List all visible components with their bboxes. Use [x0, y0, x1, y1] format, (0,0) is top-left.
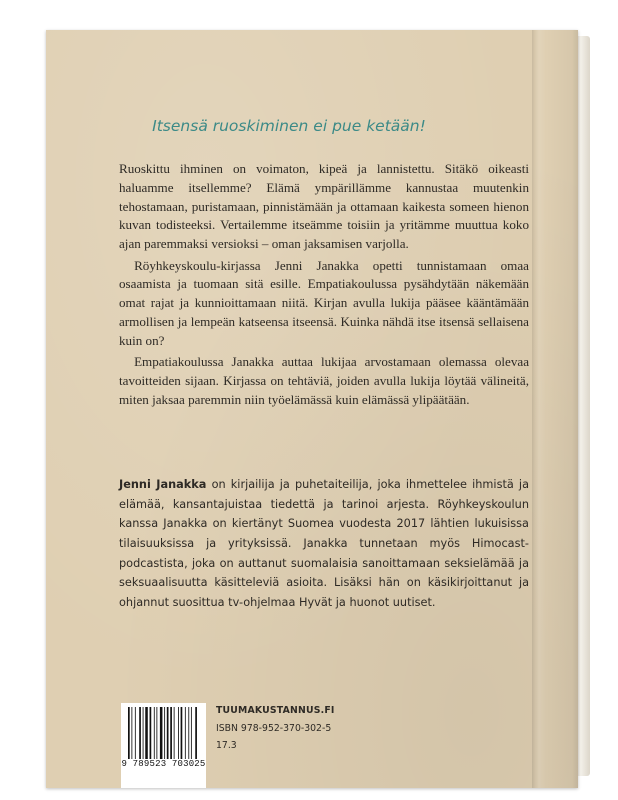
barcode-bar — [156, 707, 157, 759]
barcode-bar — [178, 707, 179, 759]
barcode-bar — [191, 707, 192, 759]
cover-board — [46, 30, 578, 788]
author-bio — [119, 475, 529, 612]
barcode-bar — [135, 707, 136, 759]
blurb — [119, 160, 529, 412]
barcode-bar — [131, 707, 132, 759]
blurb-paragraph-1: Ruoskittu ihminen on voimaton, kipeä ja lannistettu. Sitäkö oikeasti haluamme itsellemme? Elämä ympärillämme kannustaa muutenkin tehostamaan, puristamaan, pinnistämään ja ottamaan kaikesta someen hienon kuvan todisteeksi. Vertailemme itseämme toisiin ja yritämme muuttua koko ajan paremmaksi versioksi – oman jaksamisen varjolla. — [119, 161, 529, 252]
barcode-bar — [150, 707, 152, 759]
blurb-paragraph-2: Röyhkeyskoulu-kirjassa Jenni Janakka opetti tunnistamaan omaa osaamista ja tuomaan sitä esille. Empatiakoulussa pysähdytään näkemään omat rajat ja kunnioittamaan niitä. Kirjan avulla lukija pääsee kääntämään armollisen ja lempeän katseensa itseensä. Kuinka nähdä itse itsensä sellaisena kuin on? — [119, 257, 529, 348]
barcode-bar — [143, 707, 144, 759]
spine-hinge — [532, 30, 578, 788]
barcode-bar — [185, 707, 186, 759]
classification: 17.3 — [216, 740, 237, 751]
barcode-bar — [145, 707, 148, 759]
barcode-bar — [154, 707, 155, 759]
blurb-paragraph-3: Empatiakoulussa Janakka auttaa lukijaa arvostamaan olemassa olevaa tavoitteiden sijaan. Kirjassa on tehtäviä, joiden avulla lukija löytää välineitä, miten jaksaa paremmin niin työelämässä kuin elämässä ylipäätään. — [119, 354, 529, 407]
barcode-bar — [160, 707, 163, 759]
barcode-bar — [181, 707, 183, 759]
isbn: ISBN 978-952-370-302-5 — [216, 722, 332, 734]
barcode-bar — [195, 707, 197, 759]
barcode — [121, 703, 206, 788]
barcode-bar — [174, 707, 175, 759]
book-back-cover — [46, 30, 576, 788]
publisher-website: TUUMAKUSTANNUS.FI — [216, 705, 335, 716]
barcode-bar — [167, 707, 169, 759]
author-bio-text: on kirjailija ja puhetaiteilija, joka ihmettelee ihmistä ja elämää, kansantajuistaa tiedettä ja tarinoi arjesta. Röyhkeyskoulun kanssa Janakka on kiertänyt Suomea vuodesta 2017 lähtien lukuisissa tilaisuuksissa ja yrityksissä. Janakka tunnetaan myös Himocast-podcastista, joka on auttanut suomalaisia sanoittamaan seksielämää ja seksuaalisuutta käsitteleviä asioita. Lisäksi hän on käsikirjoittanut ja ohjannut suosittua tv-ohjelmaa Hyvät ja huonot uutiset. — [119, 478, 529, 609]
barcode-number: 9 789523 703025 — [121, 759, 206, 769]
barcode-bar — [128, 707, 130, 759]
barcode-bar — [170, 707, 172, 759]
barcode-bar — [139, 707, 141, 759]
barcode-bar — [188, 707, 189, 759]
barcode-bars — [128, 707, 199, 759]
tagline: Itsensä ruoskiminen ei pue ketään! — [152, 117, 426, 135]
author-name: Jenni Janakka — [119, 478, 207, 492]
barcode-bar — [164, 707, 165, 759]
publisher-info — [216, 702, 335, 755]
